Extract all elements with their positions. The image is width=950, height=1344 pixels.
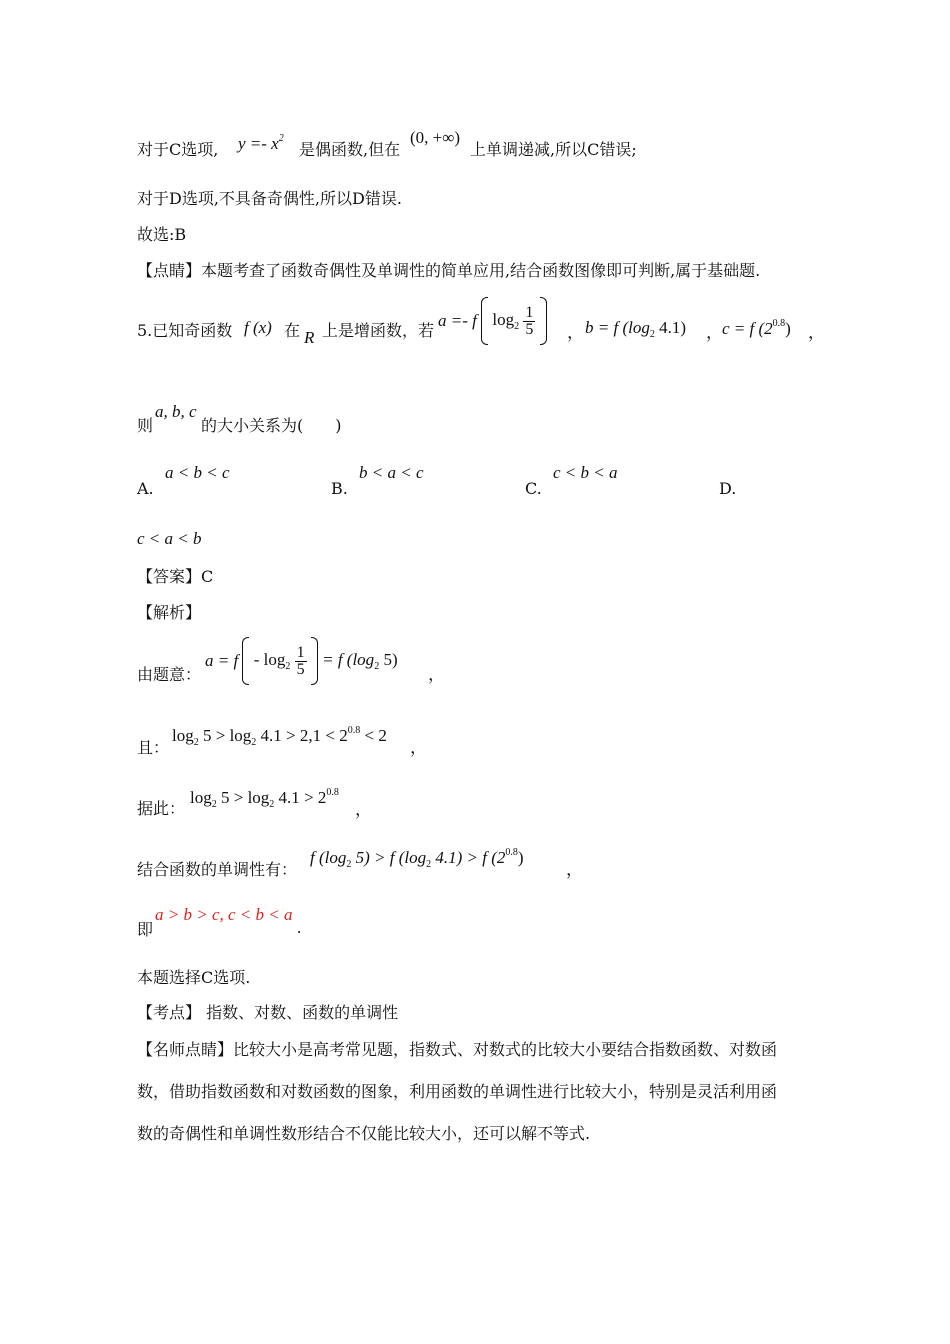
left-paren-icon <box>242 637 249 685</box>
comma-4: ， <box>428 665 445 684</box>
ze-post: 的大小关系为( ) <box>201 416 342 435</box>
comma-5: ， <box>410 738 427 757</box>
comma-2: ， <box>706 323 723 342</box>
option-a-formula: a < b < c <box>165 463 230 482</box>
answer-line: 【答案】C <box>137 567 214 586</box>
period-ji: . <box>297 918 302 937</box>
c-option-pre: 对于C选项, <box>137 140 219 159</box>
fraction-one-fifth: $\frac{1}{5}$ <box>296 643 305 678</box>
jiehe-label: 结合函数的单调性有： <box>137 860 298 879</box>
formula-fx: f (x) <box>244 318 272 337</box>
d-option-line: 对于D选项,不具备奇偶性,所以D错误. <box>137 189 402 208</box>
formula-b-def: b = f ($\log_2$ 4.1) <box>585 318 687 340</box>
comma-1: ， <box>567 323 584 342</box>
formula-interval: (0, +∞) <box>410 128 461 147</box>
option-d-formula: c < a < b <box>137 529 202 548</box>
mingshi-line-1: 【名师点睛】比较大小是高考常见题，指数式、对数式的比较大小要结合指数函数、对数函 <box>137 1040 778 1059</box>
right-paren-icon <box>311 637 318 685</box>
formula-jiehe: f ($\log_2$ 5) > f ($\log_2$ 4.1) > f $(2^{0.8})$ <box>310 847 524 870</box>
analysis-heading: 【解析】 <box>137 603 202 622</box>
comma-6: ， <box>355 800 372 819</box>
formula-qie: $\log_2 5 > \log_2 4.1 > 2,1 < 2^{0.8} < 2$ <box>172 725 387 748</box>
formula-c-def: c = f $(2^{0.8})$ <box>722 318 791 338</box>
juci-label: 据此： <box>137 799 186 818</box>
fraction-one-fifth: $\frac{1}{5}$ <box>525 303 534 338</box>
kaodian-line: 【考点】 指数、对数、函数的单调性 <box>137 1003 399 1022</box>
c-option-line <box>137 140 218 160</box>
select-line: 本题选择C选项. <box>137 968 251 987</box>
qie-label: 且： <box>137 738 170 757</box>
left-paren-icon <box>481 297 488 345</box>
comma-7: ， <box>566 860 583 879</box>
formula-ji-red: a > b > c, c < b < a <box>155 905 293 924</box>
ji-label: 即 <box>137 920 154 939</box>
option-d-label: D. <box>719 479 737 498</box>
c-option-post: 是偶函数,但在 <box>299 140 401 159</box>
q5-pre: 5.已知奇函数 <box>137 321 233 340</box>
c-option-end: 上单调递减,所以C错误; <box>470 140 637 159</box>
option-b-label: B. <box>331 479 348 498</box>
comment-line: 【点睛】本题考查了函数奇偶性及单调性的简单应用,结合函数图像即可判断,属于基础题. <box>137 261 761 280</box>
option-a-label: A. <box>137 479 154 498</box>
right-paren-icon <box>540 297 547 345</box>
by-title-label: 由题意： <box>137 665 202 684</box>
formula-juci: $\log_2 5 > \log_2 4.1 > 2^{0.8}$ <box>190 787 339 810</box>
comma-3: ， <box>808 323 825 342</box>
mingshi-line-2: 数，借助指数函数和对数函数的图象，利用函数的单调性进行比较大小，特别是灵活利用函 <box>137 1082 778 1101</box>
option-b-formula: b < a < c <box>359 463 424 482</box>
option-c-label: C. <box>525 479 542 498</box>
formula-a-def: a =- f $\log_2$ $\frac{1}{5}$ <box>438 297 547 345</box>
option-c-formula: c < b < a <box>553 463 618 482</box>
mingshi-line-3: 数的奇偶性和单调性数形结合不仅能比较大小，还可以解不等式. <box>137 1124 591 1143</box>
choose-line: 故选:B <box>137 225 187 244</box>
formula-y-neg-x-sq: $y =- x^2$ <box>238 133 284 153</box>
q5-post: 上是增函数，若 <box>322 321 435 340</box>
formula-a-rewrite: $a = f - \log_2$ $\frac{1}{5}$ = f ($\log_2$ 5) <box>205 637 398 685</box>
q5-mid: 在 <box>284 321 301 340</box>
ze-label: 则 <box>137 416 154 435</box>
formula-abc: a, b, c <box>155 402 197 421</box>
formula-R: R <box>304 328 315 347</box>
